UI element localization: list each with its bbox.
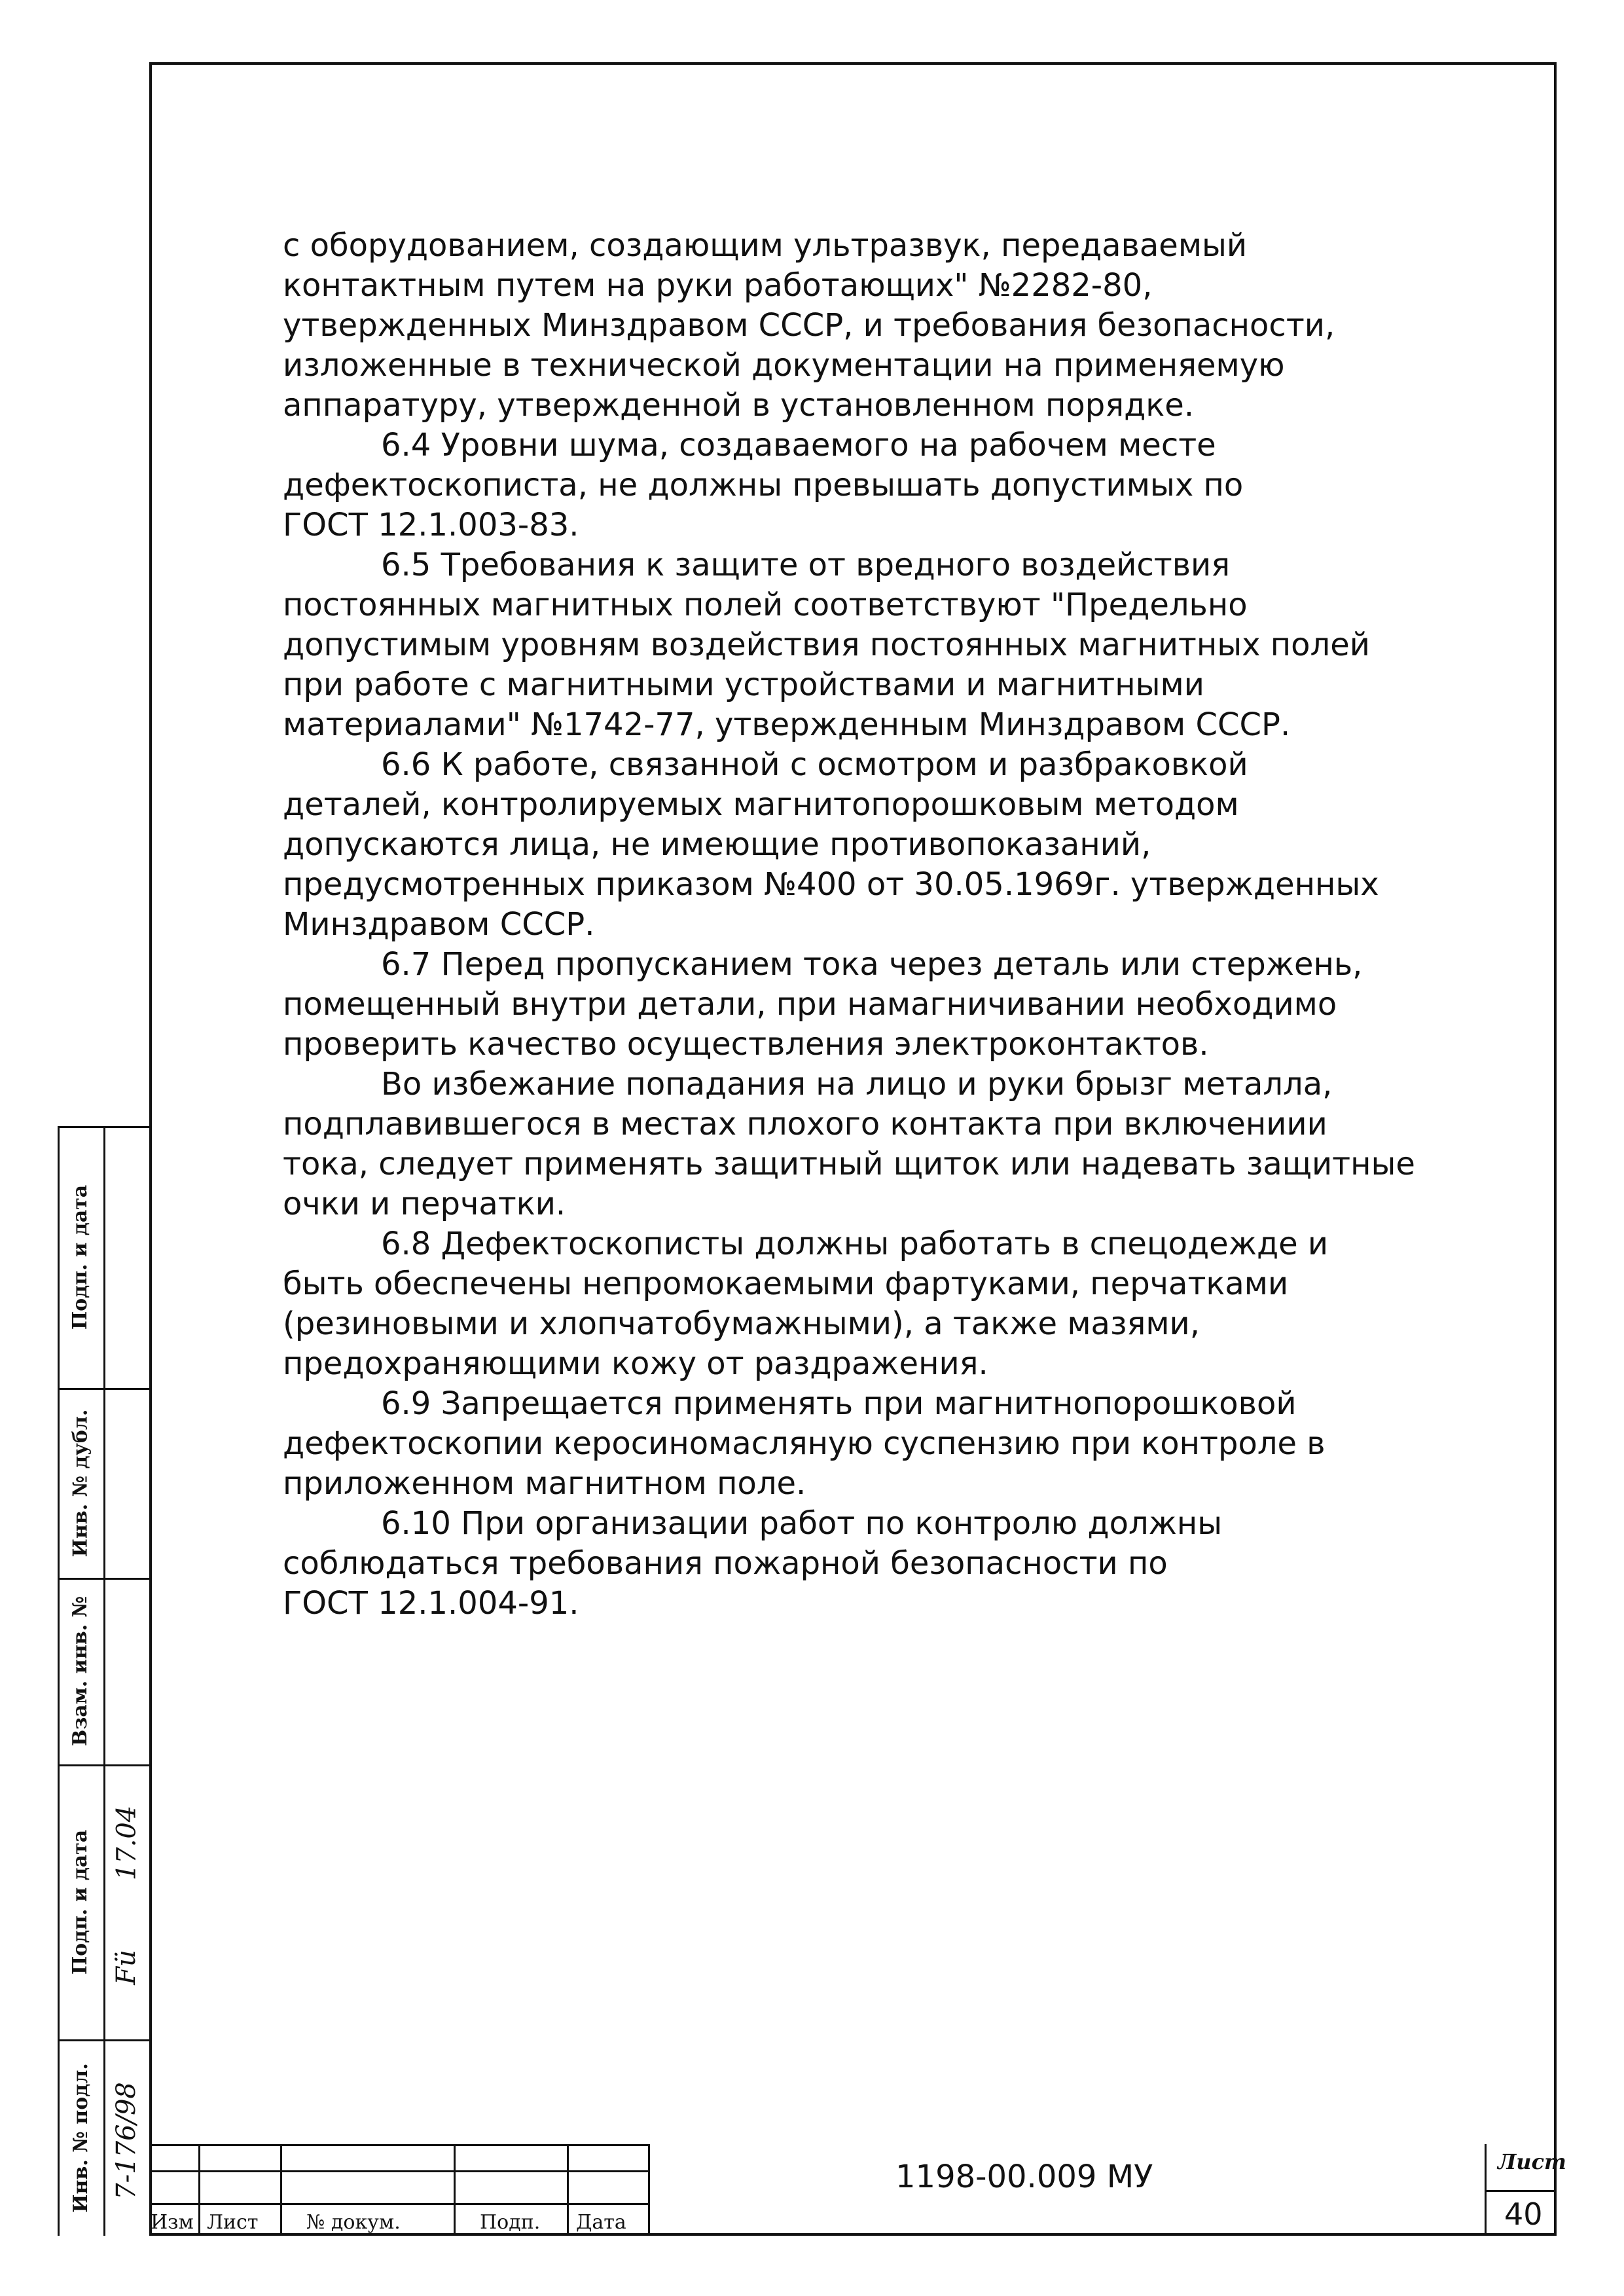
text-line: изложенные в технической документации на применяемую: [283, 347, 1285, 384]
text-line: дефектоскописта, не должны превышать допустимых по: [283, 467, 1244, 503]
title-block-divider: [454, 2144, 456, 2236]
sheet-number: 40: [1504, 2196, 1543, 2232]
text-line: проверить качество осуществления электроконтактов.: [283, 1026, 1209, 1063]
text-line: соблюдаться требования пожарной безопасности по: [283, 1545, 1168, 1582]
text-line: 6.8 Дефектоскописты должны работать в спецодежде и: [381, 1226, 1329, 1262]
handwritten-inventory-number: 7-176/98: [111, 2082, 141, 2200]
text-line: контактным путем на руки работающих" №2282-80,: [283, 267, 1153, 304]
text-line: 6.7 Перед пропусканием тока через деталь или стержень,: [381, 946, 1363, 983]
caption-doc-number: № докум.: [306, 2211, 401, 2234]
body-text: [283, 226, 1422, 1624]
text-line: 6.4 Уровни шума, создаваемого на рабочем месте: [381, 427, 1216, 464]
title-block-rule: [149, 2203, 650, 2205]
stamp-label-replace-inv: Взам. инв. №: [69, 1595, 92, 1747]
caption-sheet: Лист: [207, 2211, 259, 2234]
stamp-label-sign-date-bottom: Подп. и дата: [69, 1829, 92, 1975]
text-line: 6.5 Требования к защите от вредного воздействия: [381, 547, 1231, 583]
text-line: предохраняющими кожу от раздражения.: [283, 1345, 988, 1382]
text-line: приложенном магнитном поле.: [283, 1465, 806, 1502]
sheet-label: Лист: [1498, 2149, 1566, 2174]
text-line: 6.10 При организации работ по контролю должны: [381, 1505, 1223, 1542]
document-code: 1198-00.009 МУ: [895, 2159, 1153, 2195]
text-line: 6.6 К работе, связанной с осмотром и разбраковкой: [381, 746, 1248, 783]
title-block-divider: [648, 2144, 650, 2236]
text-line: при работе с магнитными устройствами и магнитными: [283, 666, 1204, 703]
handwritten-signature: Fü: [111, 1950, 141, 1985]
text-line: быть обеспечены непромокаемыми фартуками, перчатками: [283, 1266, 1289, 1302]
title-block-rule: [149, 2170, 650, 2172]
stamp-label-dup-inv: Инв. № дубл.: [69, 1409, 92, 1557]
stamp-label-sign-date-top: Подп. и дата: [69, 1184, 92, 1330]
caption-date: Дата: [576, 2211, 626, 2234]
text-line: 6.9 Запрещается применять при магнитнопорошковой: [381, 1385, 1297, 1422]
title-block-divider: [280, 2144, 282, 2236]
text-line: дефектоскопии керосиномасляную суспензию при контроле в: [283, 1425, 1326, 1462]
text-line: очки и перчатки.: [283, 1186, 566, 1222]
text-line: постоянных магнитных полей соответствуют "Предельно: [283, 587, 1248, 623]
title-block-rule: [149, 2144, 650, 2146]
text-line: материалами" №1742-77, утвержденным Минздравом СССР.: [283, 706, 1291, 743]
text-line: (резиновыми и хлопчатобумажными), а также мазями,: [283, 1305, 1200, 1342]
text-line: помещенный внутри детали, при намагничивании необходимо: [283, 986, 1337, 1023]
title-block-divider: [198, 2144, 200, 2236]
text-line: тока, следует применять защитный щиток или надевать защитные: [283, 1146, 1415, 1182]
text-line: деталей, контролируемых магнитопорошковым методом: [283, 786, 1239, 823]
text-line: ГОСТ 12.1.003-83.: [283, 507, 579, 543]
text-line: допустимым уровням воздействия постоянных магнитных полей: [283, 627, 1370, 663]
side-stamp: [58, 1126, 149, 2236]
title-block-rule: [1485, 2190, 1557, 2192]
title-block: [149, 2144, 1566, 2236]
text-line: допускаются лица, не имеющие противопоказаний,: [283, 826, 1151, 863]
text-line: ГОСТ 12.1.004-91.: [283, 1585, 579, 1622]
title-block-divider: [1485, 2144, 1487, 2236]
caption-signature: Подп.: [480, 2211, 541, 2234]
text-line: Минздравом СССР.: [283, 906, 595, 943]
text-line: предусмотренных приказом №400 от 30.05.1969г. утвержденных: [283, 866, 1379, 903]
title-block-divider: [567, 2144, 569, 2236]
text-line: утвержденных Минздравом СССР, и требования безопасности,: [283, 307, 1335, 344]
text-line: аппаратуру, утвержденной в установленном порядке.: [283, 387, 1195, 424]
text-line: с оборудованием, создающим ультразвук, передаваемый: [283, 227, 1248, 264]
text-line: Во избежание попадания на лицо и руки брызг металла,: [381, 1066, 1333, 1102]
caption-change: Изм: [151, 2211, 194, 2234]
text-line: подплавившегося в местах плохого контакта при включениии: [283, 1106, 1327, 1142]
stamp-label-original-inv: Инв. № подл.: [69, 2062, 92, 2213]
handwritten-date: 17.04: [111, 1805, 142, 1881]
